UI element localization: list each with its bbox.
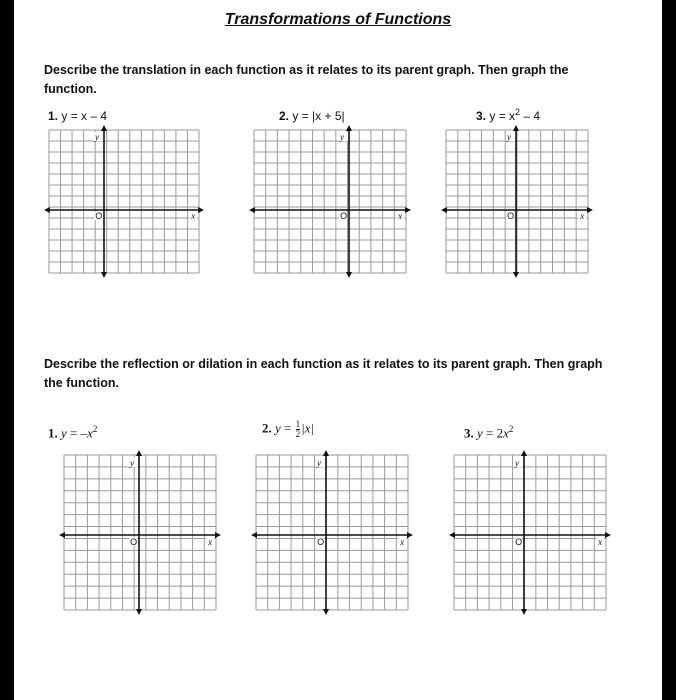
y-axis-arrow-down xyxy=(521,609,527,615)
page-title: Transformations of Functions xyxy=(224,11,452,28)
s2-problem-3: 3. $y = 2x^2$ xyxy=(464,424,514,441)
x-axis-label: x xyxy=(580,211,585,221)
y-axis-arrow-up xyxy=(101,125,107,131)
y-axis-label: y xyxy=(507,132,511,142)
y-axis-arrow-down xyxy=(513,272,519,278)
grid-lines xyxy=(49,130,199,273)
y-axis-arrow-up xyxy=(323,450,329,456)
y-axis-label: y xyxy=(317,457,321,468)
y-axis-label: y xyxy=(340,132,344,142)
y-axis-arrow-down xyxy=(346,272,352,278)
x-axis-label: x xyxy=(598,536,603,547)
grid-lines xyxy=(256,455,408,610)
x-axis-label: x xyxy=(400,536,405,547)
grid-lines xyxy=(446,130,588,273)
x-axis-label: x xyxy=(208,536,213,547)
grid-lines xyxy=(64,455,216,610)
section2-instruction: Describe the reflection or dilation in each function as it relates to its parent graph. Then graph the function. xyxy=(44,357,603,390)
x-axis-arrow-left xyxy=(441,207,447,213)
worksheet-page xyxy=(14,0,662,700)
x-axis-arrow-right xyxy=(587,207,593,213)
graph-s1-3[interactable] xyxy=(440,124,594,279)
x-axis-arrow-left xyxy=(449,532,455,538)
origin-label: O xyxy=(95,211,103,221)
graph-s1-2[interactable] xyxy=(248,124,412,279)
x-axis-arrow-right xyxy=(407,532,413,538)
y-axis-arrow-up xyxy=(521,450,527,456)
origin-label: O xyxy=(340,211,348,221)
x-axis-label: x xyxy=(191,211,196,221)
grid-lines xyxy=(454,455,606,610)
x-axis-arrow-right xyxy=(405,207,411,213)
graph-s2-3[interactable] xyxy=(448,449,612,616)
y-axis-arrow-down xyxy=(323,609,329,615)
y-axis-arrow-up xyxy=(136,450,142,456)
fraction: $\frac{1}{2}$ xyxy=(295,419,301,439)
s1-problem-3: 3. $y = x^2 - 4$ xyxy=(476,107,541,123)
x-axis-arrow-right xyxy=(215,532,221,538)
x-axis-arrow-left xyxy=(59,532,65,538)
x-axis-arrow-left xyxy=(251,532,257,538)
x-axis-arrow-left xyxy=(44,207,50,213)
origin-label: O xyxy=(507,211,515,221)
s2-problem-2: 2. y = $\frac{1}{2}$ |x| xyxy=(262,419,315,439)
y-axis-arrow-up xyxy=(513,125,519,131)
origin-label: O xyxy=(317,536,325,547)
y-axis-label: y xyxy=(130,457,134,468)
graph-s2-1[interactable] xyxy=(58,449,222,616)
x-axis-arrow-left xyxy=(249,207,255,213)
origin-label: O xyxy=(130,536,138,547)
y-axis-label: y xyxy=(95,132,99,142)
graph-s2-2[interactable] xyxy=(250,449,414,616)
y-axis-label: y xyxy=(515,457,519,468)
section1-instruction: Describe the translation in each function as it relates to its parent graph. Then graph the function. xyxy=(44,63,569,96)
x-axis-label: x xyxy=(398,211,403,221)
x-axis-arrow-right xyxy=(198,207,204,213)
s1-problem-2: 2. y = |x + 5| xyxy=(279,109,345,123)
s2-problem-1: 1. $y = -x^2$ xyxy=(48,424,98,441)
grid-lines xyxy=(254,130,406,273)
s1-problem-1: 1. y = x – 4 xyxy=(48,109,108,123)
origin-label: O xyxy=(515,536,523,547)
y-axis-arrow-down xyxy=(136,609,142,615)
y-axis-arrow-down xyxy=(101,272,107,278)
y-axis-arrow-up xyxy=(346,125,352,131)
x-axis-arrow-right xyxy=(605,532,611,538)
graph-s1-1[interactable] xyxy=(43,124,205,279)
